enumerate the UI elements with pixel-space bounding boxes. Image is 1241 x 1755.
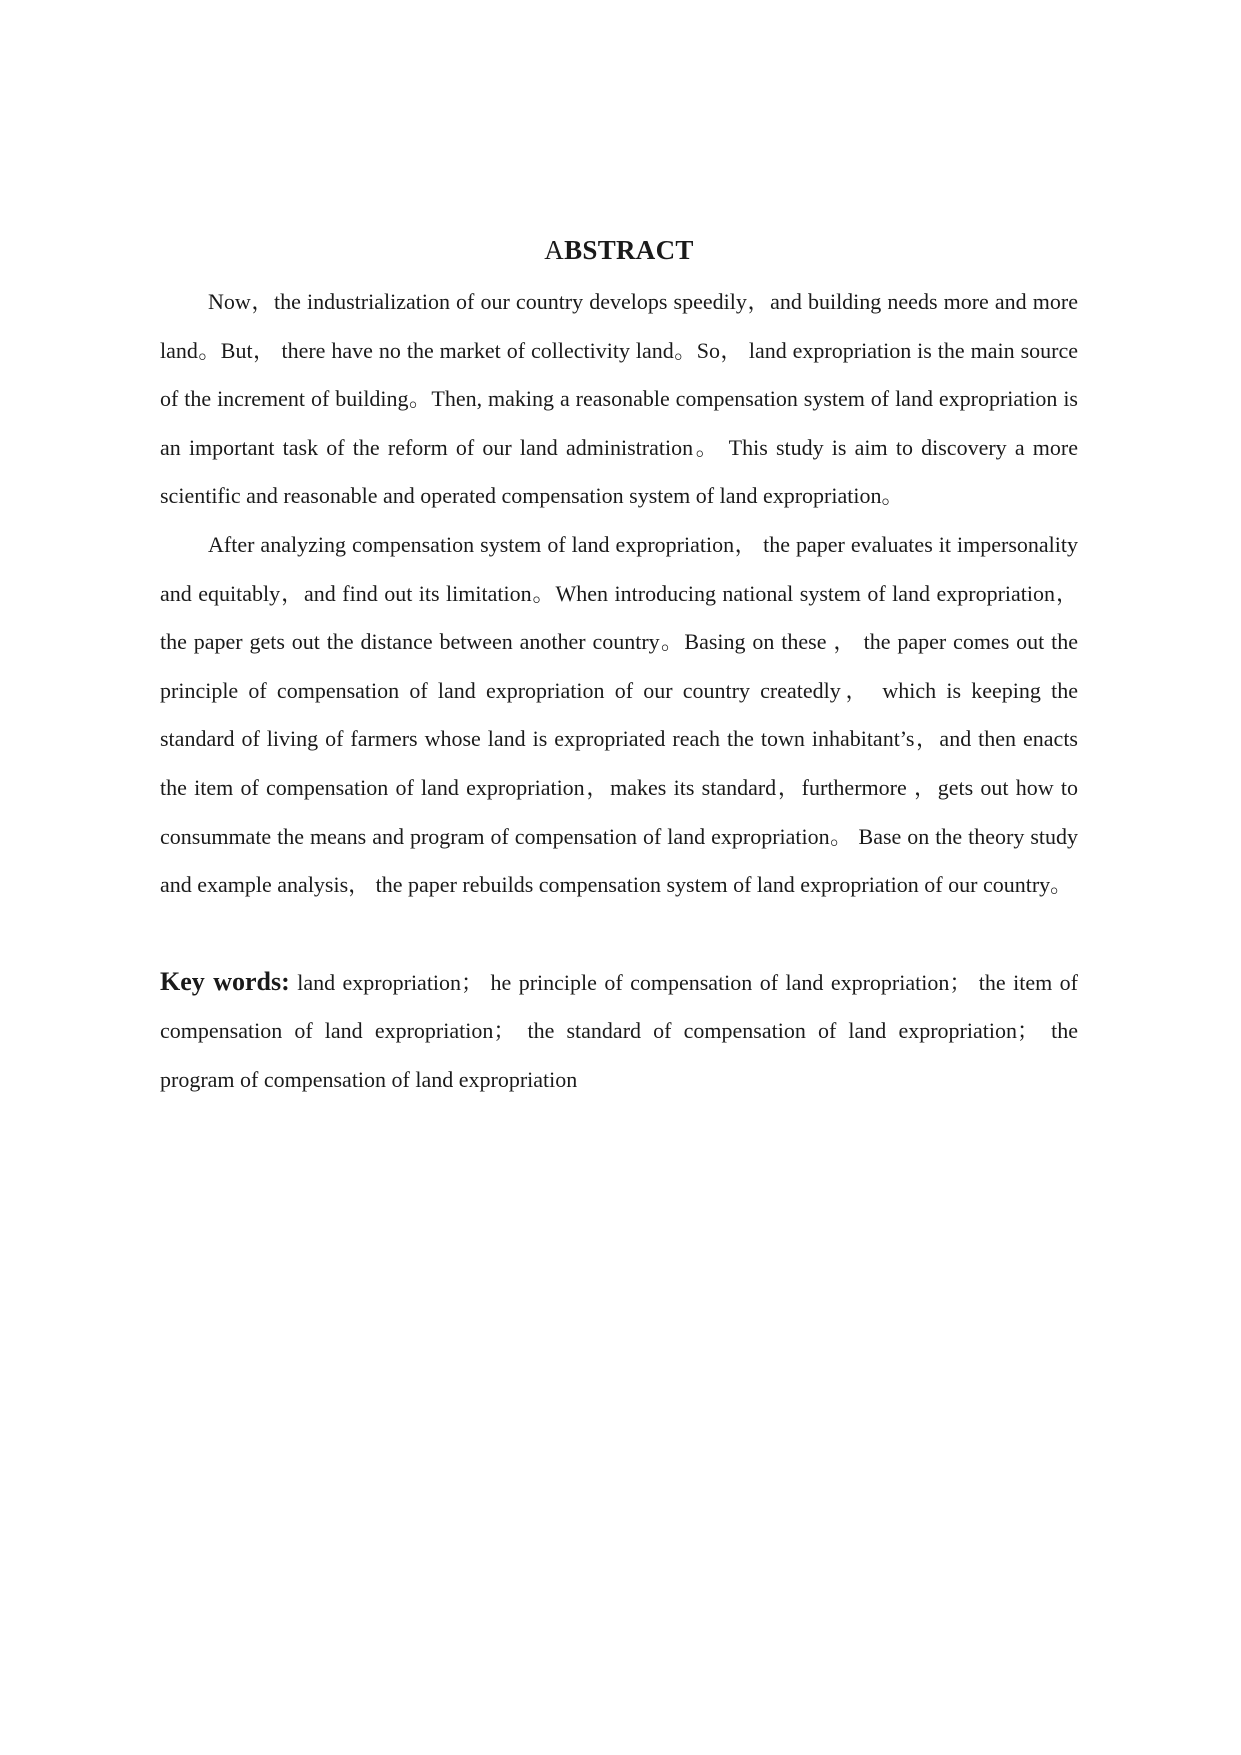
abstract-paragraph-1: Now，the industrialization of our country develops speedily，and building needs more and more land。But， there have no the market of collectivity land。So， land expropriation is the main source of the increment of building。Then, making a reasonable compensation system of land expropriation is an important task of the reform of our land administration。 This study is aim to discovery a more scientific and reasonable and operated compensation system of land expropriation。 (160, 289, 1078, 509)
abstract-paragraph-2: After analyzing compensation system of land expropriation， the paper evaluates it impersonality and equitably，and find out its limitation。When introducing national system of land expropriation，the paper gets out the distance between another country。Basing on these ， the paper comes out the principle of compensation of land expropriation of our country createdly， which is keeping the standard of living of farmers whose land is expropriated reach the town inhabitant’s，and then enacts the item of compensation of land expropriation，makes its standard，furthermore ，gets out how to consummate the means and program of compensation of land expropriation。 Base on the theory study and example analysis， the paper rebuilds compensation system of land expropriation of our country。 (160, 531, 1078, 898)
keywords-text: land expropriation； he principle of compensation of land expropriation； the item of compensation of land expropriation； the standard of compensation of land expropriation； the program of compensation of land expropriation (160, 969, 1078, 1092)
title-rest: BSTRACT (564, 235, 694, 265)
title-first-letter: A (544, 235, 565, 265)
keywords-label: Key words: (160, 966, 290, 996)
keywords-section (160, 958, 1078, 1105)
abstract-page (160, 232, 1078, 1127)
abstract-title (160, 232, 1078, 268)
